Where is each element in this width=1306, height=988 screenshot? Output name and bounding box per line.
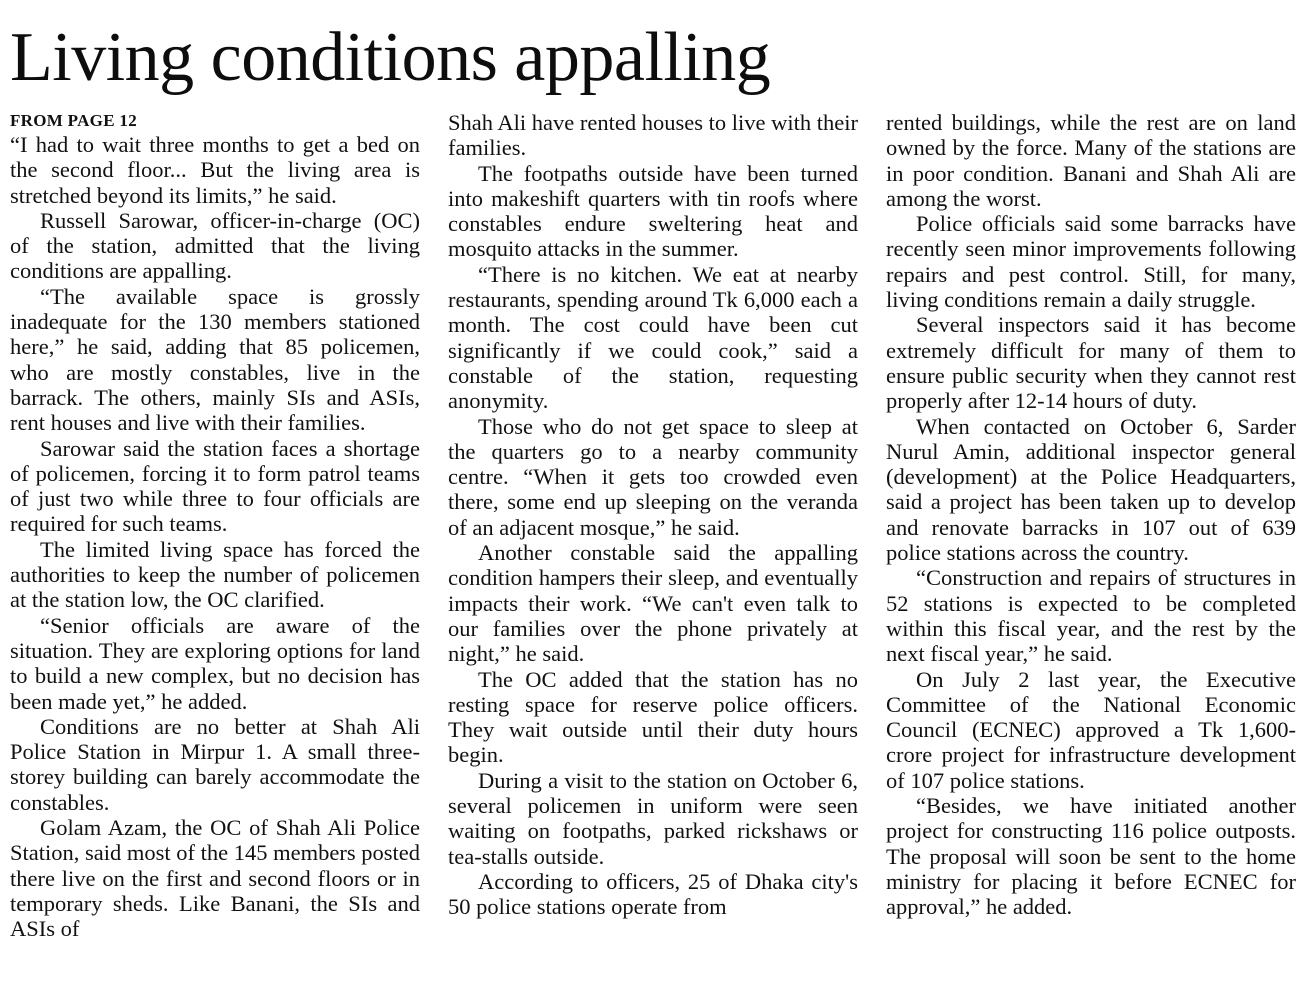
paragraph: The footpaths outside have been turned into makeshift quarters with tin roofs where constables endure sweltering heat and mosquito attacks in the summer.	[448, 160, 858, 262]
paragraph: During a visit to the station on October 6, several policemen in uniform were seen waiting on footpaths, parked rickshaws or tea-stalls outside.	[448, 767, 858, 869]
paragraph: When contacted on October 6, Sarder Nurul Amin, additional inspector general (development) at the Police Headquarters, said a project has been taken up to develop and renovate barracks in 107 out of 639 police stations across the country.	[886, 413, 1296, 566]
paragraph: Another constable said the appalling condition hampers their sleep, and eventually impacts their work. “We can't even talk to our families over the phone privately at night,” he said.	[448, 540, 858, 667]
paragraph: Sarowar said the station faces a shortage of policemen, forcing it to form patrol teams of just two while three to four officials are required for such teams.	[10, 435, 420, 537]
paragraph: Golam Azam, the OC of Shah Ali Police Station, said most of the 145 members posted there live on the first and second floors or in temporary sheds. Like Banani, the SIs and ASIs of	[10, 815, 420, 942]
paragraph: “Besides, we have initiated another project for constructing 116 police outposts. The proposal will soon be sent to the home ministry for placing it before ECNEC for approval,” he added.	[886, 793, 1296, 920]
paragraph: Several inspectors said it has become extremely difficult for many of them to ensure public security when they cannot rest properly after 12-14 hours of duty.	[886, 312, 1296, 414]
paragraph: Those who do not get space to sleep at the quarters go to a nearby community centre. “When it gets too crowded even there, some end up sleeping on the veranda of an adjacent mosque,” he said.	[448, 413, 858, 540]
paragraph: The OC added that the station has no resting space for reserve police officers. They wait outside until their duty hours begin.	[448, 666, 858, 768]
paragraph: “Construction and repairs of structures in 52 stations is expected to be completed within this fiscal year, and the rest by the next fiscal year,” he said.	[886, 565, 1296, 667]
article-column-3	[886, 110, 1296, 980]
article-column-1	[10, 110, 420, 980]
paragraph: On July 2 last year, the Executive Committee of the National Economic Council (ECNEC) approved a Tk 1,600-crore project for infrastructure development of 107 police stations.	[886, 666, 1296, 793]
paragraph: rented buildings, while the rest are on land owned by the force. Many of the stations are in poor condition. Banani and Shah Ali are among the worst.	[886, 110, 1296, 211]
headline: Living conditions appalling	[10, 19, 771, 96]
paragraph: The limited living space has forced the authorities to keep the number of policemen at the station low, the OC clarified.	[10, 536, 420, 613]
paragraph: According to officers, 25 of Dhaka city's 50 police stations operate from	[448, 868, 858, 920]
paragraph: Conditions are no better at Shah Ali Police Station in Mirpur 1. A small three-storey building can barely accommodate the constables.	[10, 713, 420, 815]
paragraph: “The available space is grossly inadequate for the 130 members stationed here,” he said, adding that 85 policemen, who are mostly constables, live in the barrack. The others, mainly SIs and ASIs, rent houses and live with their families.	[10, 283, 420, 436]
paragraph: Shah Ali have rented houses to live with their families.	[448, 110, 858, 161]
article-column-2	[448, 110, 858, 980]
paragraph: “Senior officials are aware of the situation. They are exploring options for land to build a new complex, but no decision has been made yet,” he added.	[10, 612, 420, 714]
paragraph: Russell Sarowar, officer-in-charge (OC) of the station, admitted that the living conditions are appalling.	[10, 207, 420, 284]
paragraph: “I had to wait three months to get a bed on the second floor... But the living area is stretched beyond its limits,” he said.	[10, 132, 420, 208]
continued-from-label: FROM PAGE 12	[10, 111, 137, 130]
paragraph: “There is no kitchen. We eat at nearby restaurants, spending around Tk 6,000 each a month. The cost could have been cut significantly if we could cook,” said a constable of the station, requesting anonymity.	[448, 261, 858, 414]
paragraph: Police officials said some barracks have recently seen minor improvements following repairs and pest control. Still, for many, living conditions remain a daily struggle.	[886, 211, 1296, 313]
